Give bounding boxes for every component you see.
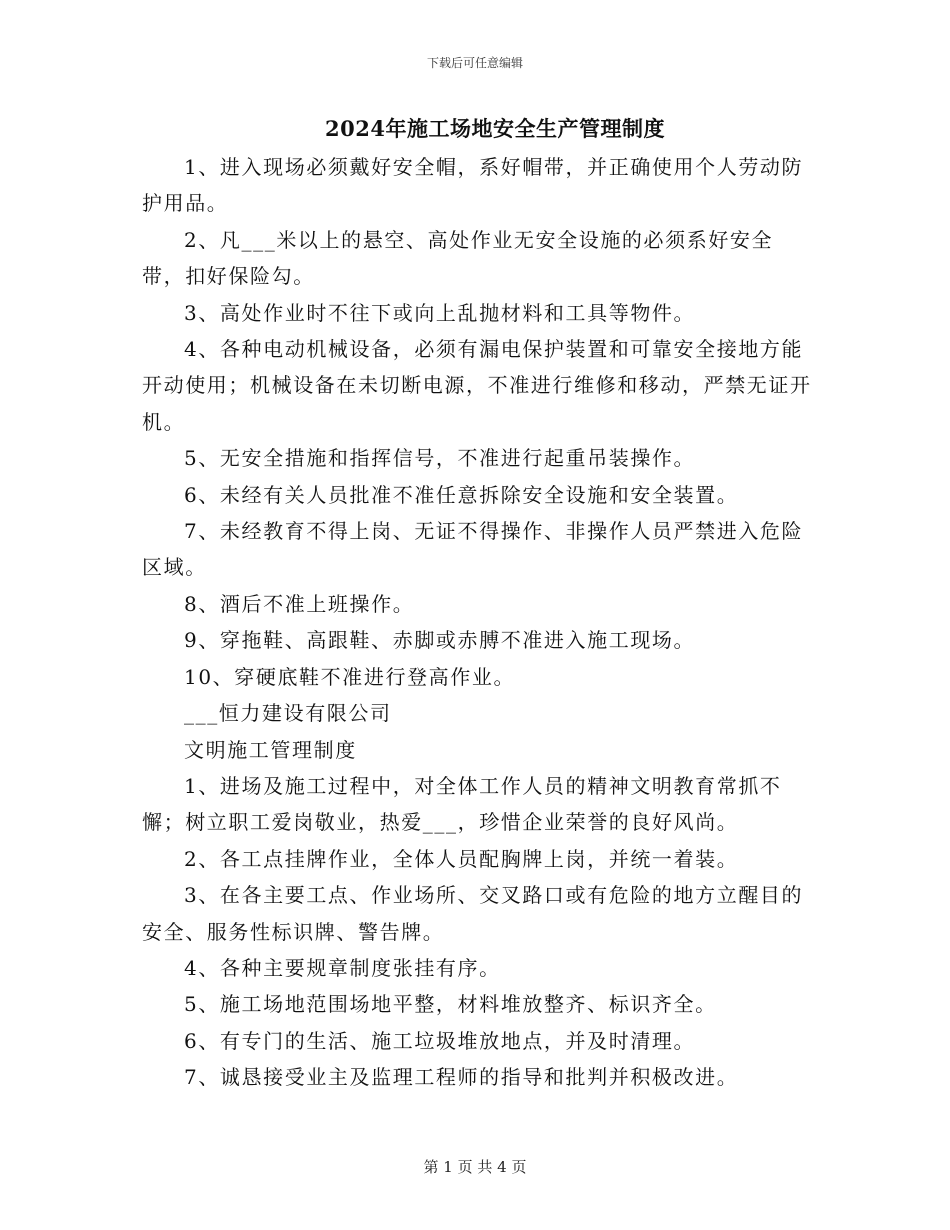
- paragraph-civil-3: 3、在各主要工点、作业场所、交叉路口或有危险的地方立醒目的安全、服务性标识牌、警告牌。: [142, 883, 804, 944]
- page-number: 第 1 页 共 4 页: [423, 1158, 527, 1176]
- paragraph-rule-4: 4、各种电动机械设备，必须有漏电保护装置和可靠安全接地方能开动使用；机械设备在未切断电源，不准进行维修和移动，严禁无证开机。: [142, 337, 812, 434]
- paragraph-rule-6: 6、未经有关人员批准不准任意拆除安全设施和安全装置。: [184, 482, 739, 507]
- company-name: ___恒力建设有限公司: [184, 701, 392, 726]
- paragraph-rule-5: 5、无安全措施和指挥信号，不准进行起重吊装操作。: [184, 446, 696, 471]
- paragraph-rule-3: 3、高处作业时不往下或向上乱抛材料和工具等物件。: [184, 300, 696, 325]
- paragraph-civil-2: 2、各工点挂牌作业，全体人员配胸牌上岗，并统一着装。: [184, 846, 739, 871]
- paragraph-civil-5: 5、施工场地范围场地平整，材料堆放整齐、标识齐全。: [184, 992, 717, 1017]
- paragraph-civil-7: 7、诚恳接受业主及监理工程师的指导和批判并积极改进。: [184, 1065, 739, 1090]
- paragraph-rule-1: 1、进入现场必须戴好安全帽，系好帽带，并正确使用个人劳动防护用品。: [142, 155, 804, 216]
- document-title: 2024年施工场地安全生产管理制度: [325, 116, 665, 141]
- paragraph-rule-10: 10、穿硬底鞋不准进行登高作业。: [184, 664, 516, 689]
- document-body: [142, 149, 812, 1096]
- paragraph-rule-2: 2、凡___米以上的悬空、高处作业无安全设施的必须系好安全带，扣好保险勾。: [142, 227, 774, 289]
- header-note: 下载后可任意编辑: [426, 56, 523, 70]
- section-heading: 文明施工管理制度: [184, 737, 357, 762]
- paragraph-rule-8: 8、酒后不准上班操作。: [184, 591, 415, 616]
- paragraph-rule-9: 9、穿拖鞋、高跟鞋、赤脚或赤膊不准进入施工现场。: [184, 628, 696, 653]
- paragraph-civil-1: 1、进场及施工过程中，对全体工作人员的精神文明教育常抓不懈；树立职工爱岗敬业，热爱___，珍惜企业荣誉的良好风尚。: [142, 773, 782, 835]
- paragraph-civil-6: 6、有专门的生活、施工垃圾堆放地点，并及时清理。: [184, 1028, 696, 1053]
- paragraph-rule-7: 7、未经教育不得上岗、无证不得操作、非操作人员严禁进入危险区域。: [142, 519, 804, 580]
- paragraph-civil-4: 4、各种主要规章制度张挂有序。: [184, 955, 501, 980]
